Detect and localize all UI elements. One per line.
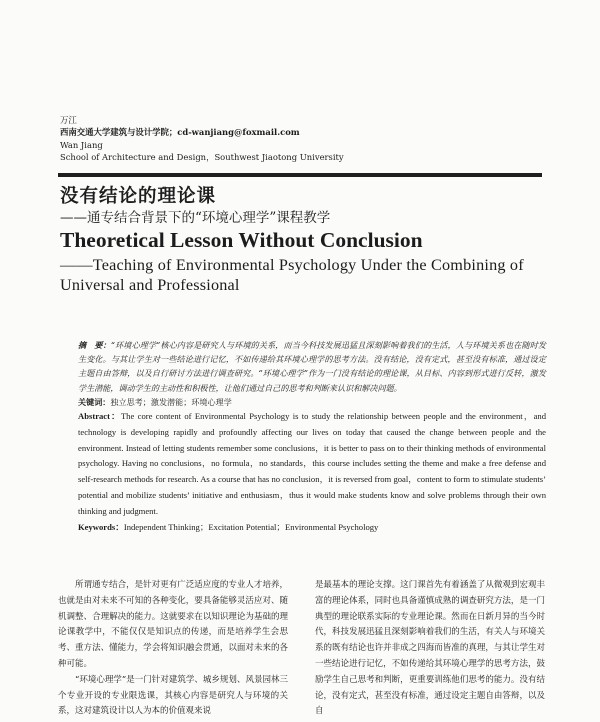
title-cn: 没有结论的理论课 <box>60 186 217 207</box>
body-column-left <box>58 578 288 720</box>
keywords-en <box>78 520 546 535</box>
author-affiliation-cn: 西南交通大学建筑与设计学院；cd-wanjiang@foxmail.com <box>60 127 300 138</box>
abstract-cn <box>78 338 546 395</box>
author-affiliation-en: School of Architecture and Design，Southwest Jiaotong University <box>60 152 344 163</box>
header-rule <box>58 173 542 177</box>
body-paragraph: “环境心理学”是一门针对建筑学、城乡规划、风景园林三个专业开设的专业限选课，其核心内容是研究人与环境的关系，这对建筑设计以人为本的价值观来说 <box>58 674 288 717</box>
keywords-en-text: Independent Thinking；Excitation Potential；Environmental Psychology <box>123 521 379 532</box>
body-column-right <box>315 578 545 720</box>
body-paragraph: 所谓通专结合，是针对更有广泛适应度的专业人才培养，也就是由对未来不可知的各种变化，要具备能够灵活应对、随机调整、合理解决的能力。这就要求在以知识理论为基础的理论课教学中，不能仅仅是知识点的传递，而是培养学生会思考、重方法、懂能力，学会将知识融会贯通，以面对未来的各种可能。 <box>58 580 288 669</box>
title-en: Theoretical Lesson Without Conclusion <box>60 228 423 252</box>
body-paragraph: 是最基本的理论支撑。这门课首先有着涵盖了从微观到宏观丰富的理论体系，同时也具备谨慎成熟的调查研究方法，是一门典型的理论联系实际的专业理论课。然而在日新月异的当今时代，科技发展迅猛且深刻影响着我们的生活，有关人与环境关系的既有结论也许并非成之四海而皆准的真理，与其让学生对一些结论进行记忆，不如传递给其环境心理学的思考方法，鼓励学生自己思考和判断，更重要训练他们思考的能力。没有结论，没有定式，甚至没有标准，通过设定主题自由答辩，以及自 <box>315 580 545 717</box>
abstract-en <box>78 409 546 520</box>
author-name-cn: 万江 <box>60 115 77 125</box>
author-name-en: Wan Jiang <box>60 139 103 150</box>
abstract-cn-text: “环境心理学”核心内容是研究人与环境的关系，而当今科技发展迅猛且深刻影响着我们的生活，人与环境关系也在随时发生变化。与其让学生对一些结论进行记忆，不如传递给其环境心理学的思考方法。没有结论，没有定式，甚至没有标准，通过设定主题自由答辩，以及自行研讨方法进行调查研究。“环境心理学”作为一门没有结论的理论课，从目标、内容到形式进行反转，激发学生潜能，调动学生的主动性和积极性，让他们通过自己的思考和判断来认识和解决问题。 <box>78 340 546 393</box>
keywords-cn-text: 独立思考；激发潜能；环境心理学 <box>110 396 232 407</box>
keywords-cn-label: 关键词： <box>78 396 111 407</box>
author-block <box>60 114 540 164</box>
abstract-block <box>78 338 546 535</box>
subtitle-cn: ——通专结合背景下的“环境心理学”课程教学 <box>60 210 331 226</box>
keywords-cn <box>78 395 546 409</box>
abstract-cn-label: 摘 要： <box>78 340 111 350</box>
keywords-en-label: Keywords： <box>78 521 124 532</box>
subtitle-en: ——Teaching of Environmental Psychology Under the Combining of Universal and Professional <box>60 256 524 294</box>
abstract-en-text: The core content of Environmental Psychology is to study the relationship between people and the environment，and technology is developing rapidly and profoundly affecting our lives on today that caused the change between people and the environment. Instead of letting students remember some conclusions，it is better to pass on to their thinking methods of environmental psychology. Having no conclusions，no formula，no standards，this course includes setting the theme and make a free defense and self-research methods for research. As a course that has no conclusion，it is reversed from goal，content to form to stimulate students’ potential and mobilize students’ initiative and enthusiasm，thus it would make students know and solve problems through their own thinking and judgment. <box>78 411 546 516</box>
abstract-en-label: Abstract： <box>78 411 121 422</box>
